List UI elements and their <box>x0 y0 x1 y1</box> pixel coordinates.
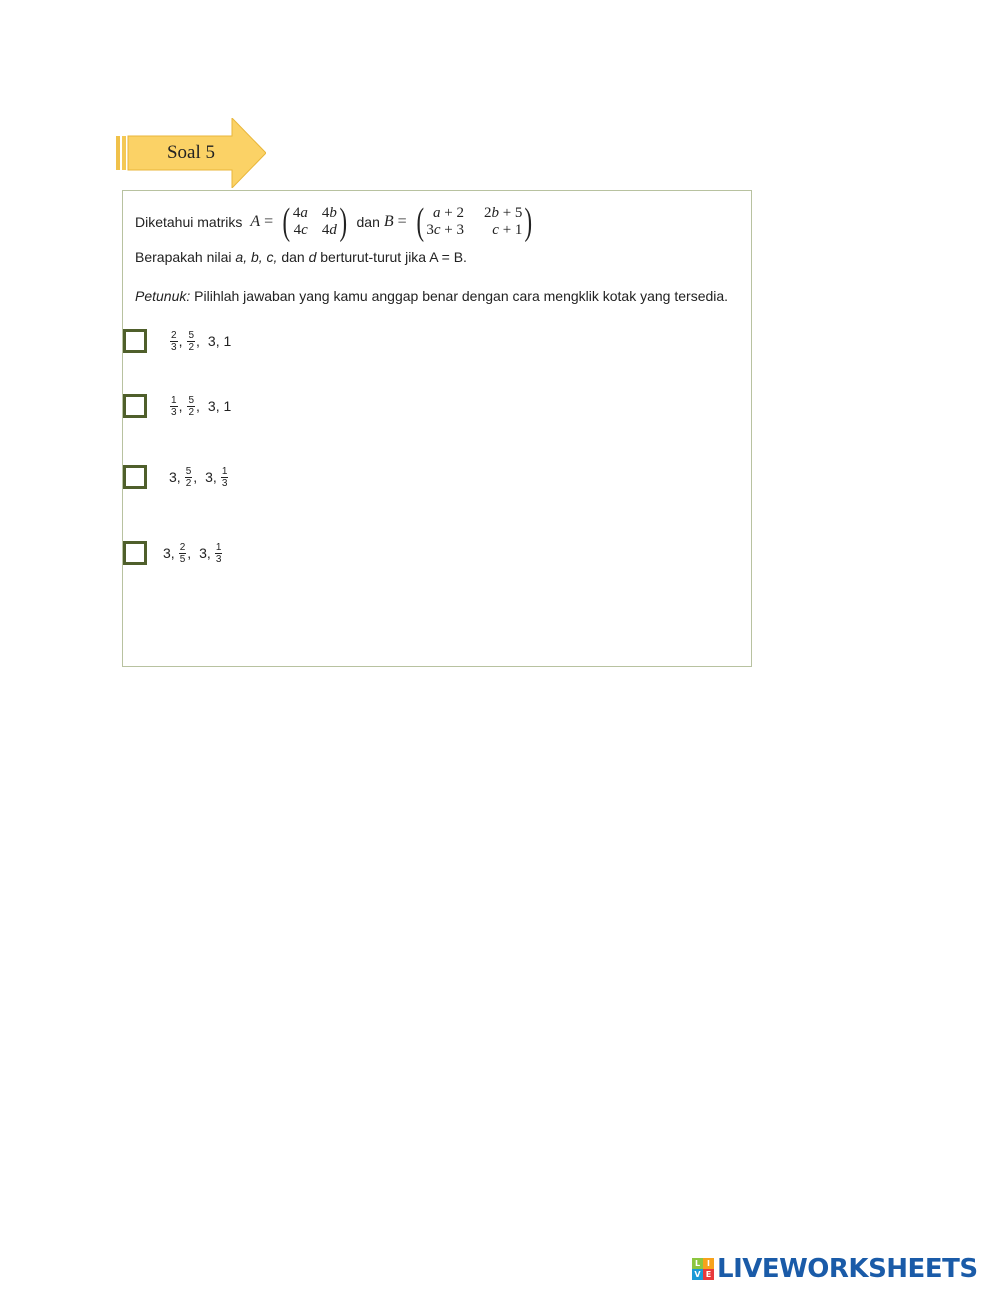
option-lead: 3, <box>169 469 181 485</box>
denominator: 3 <box>221 477 228 489</box>
logo-text: LIVEWORKSHEETS <box>717 1254 978 1284</box>
option-mid: 3, <box>199 545 211 561</box>
connector-text: dan <box>356 214 380 230</box>
fraction <box>170 330 178 353</box>
logo-icon-letter: L <box>692 1258 703 1269</box>
right-paren: ) <box>339 201 347 243</box>
liveworksheets-logo <box>692 1254 978 1284</box>
option-1-value <box>169 330 231 353</box>
right-paren: ) <box>524 201 533 243</box>
numerator: 2 <box>179 541 186 553</box>
matrix-a-cell: 4a <box>292 205 308 221</box>
denominator: 2 <box>188 341 195 353</box>
comma: , <box>196 398 200 414</box>
fraction <box>187 395 195 418</box>
answer-checkbox-1[interactable] <box>123 329 147 353</box>
numerator: 1 <box>171 394 177 406</box>
prompt-vars: a, b, c, <box>235 249 278 265</box>
question-prompt <box>135 249 467 265</box>
fraction <box>170 395 178 418</box>
matrix-a-name: A <box>250 213 261 230</box>
equals-sign: = <box>397 213 407 230</box>
answer-option-3 <box>123 465 229 489</box>
matrix-a-cell: 4c <box>293 222 308 238</box>
left-paren: ( <box>282 201 291 243</box>
equals-sign: = <box>264 213 274 230</box>
comma: , <box>178 333 183 349</box>
denominator: 3 <box>171 406 177 418</box>
fraction <box>179 542 187 565</box>
matrix-b <box>414 203 535 241</box>
question-number-banner <box>116 118 266 188</box>
option-3-value <box>169 466 229 489</box>
hint-label: Petunuk: <box>135 288 191 304</box>
denominator: 2 <box>185 477 192 489</box>
fraction <box>185 466 193 489</box>
prompt-var-d: d <box>308 249 317 265</box>
matrix-statement <box>135 203 538 241</box>
numerator: 2 <box>171 329 177 341</box>
answer-checkbox-3[interactable] <box>123 465 147 489</box>
denominator: 5 <box>179 553 186 565</box>
numerator: 1 <box>221 465 228 477</box>
matrix-b-name: B <box>383 213 394 230</box>
option-2-value <box>169 395 231 418</box>
answer-option-2 <box>123 394 231 418</box>
logo-icon-letter: E <box>703 1269 714 1280</box>
numerator: 1 <box>215 541 222 553</box>
answer-checkbox-2[interactable] <box>123 394 147 418</box>
instruction-text <box>135 286 735 307</box>
matrix-b-cell: 2b + 5 <box>483 205 523 221</box>
prompt-mid: dan <box>277 249 309 265</box>
denominator: 3 <box>215 553 222 565</box>
denominator: 2 <box>188 406 195 418</box>
numerator: 5 <box>188 329 195 341</box>
matrix-b-cell: 3c + 3 <box>426 222 464 238</box>
numerator: 5 <box>185 465 192 477</box>
prompt-prefix: Berapakah nilai <box>135 249 236 265</box>
fraction <box>221 466 229 489</box>
option-rest: 3, 1 <box>207 333 232 349</box>
option-rest: 3, 1 <box>207 398 232 414</box>
matrix-b-cell: c + 1 <box>492 222 523 238</box>
comma: , <box>178 398 183 414</box>
comma: , <box>187 545 192 561</box>
banner-label: Soal 5 <box>166 142 216 163</box>
numerator: 5 <box>188 394 195 406</box>
option-lead: 3, <box>163 545 175 561</box>
denominator: 3 <box>171 341 177 353</box>
matrix-a-cell: 4b <box>321 205 337 221</box>
logo-icon-letter: V <box>692 1269 703 1280</box>
hint-text: Pilihlah jawaban yang kamu anggap benar dengan cara mengklik kotak yang tersedia. <box>190 288 729 304</box>
fraction <box>187 330 195 353</box>
liveworksheets-logo-icon <box>692 1258 714 1280</box>
comma: , <box>196 333 200 349</box>
answer-option-4 <box>123 541 223 565</box>
left-paren: ( <box>416 201 424 243</box>
matrix-b-cell: a + 2 <box>433 205 464 221</box>
matrix-a-cell: 4d <box>321 222 337 238</box>
answer-checkbox-4[interactable] <box>123 541 147 565</box>
comma: , <box>193 469 198 485</box>
fraction <box>215 542 223 565</box>
answer-option-1 <box>123 329 231 353</box>
prompt-suffix: berturut-turut jika A = B. <box>316 249 467 265</box>
option-4-value <box>163 542 223 565</box>
intro-label: Diketahui matriks <box>135 214 243 230</box>
question-card <box>122 190 752 667</box>
matrix-a <box>280 203 349 241</box>
option-mid: 3, <box>205 469 217 485</box>
logo-icon-letter: I <box>703 1258 714 1269</box>
